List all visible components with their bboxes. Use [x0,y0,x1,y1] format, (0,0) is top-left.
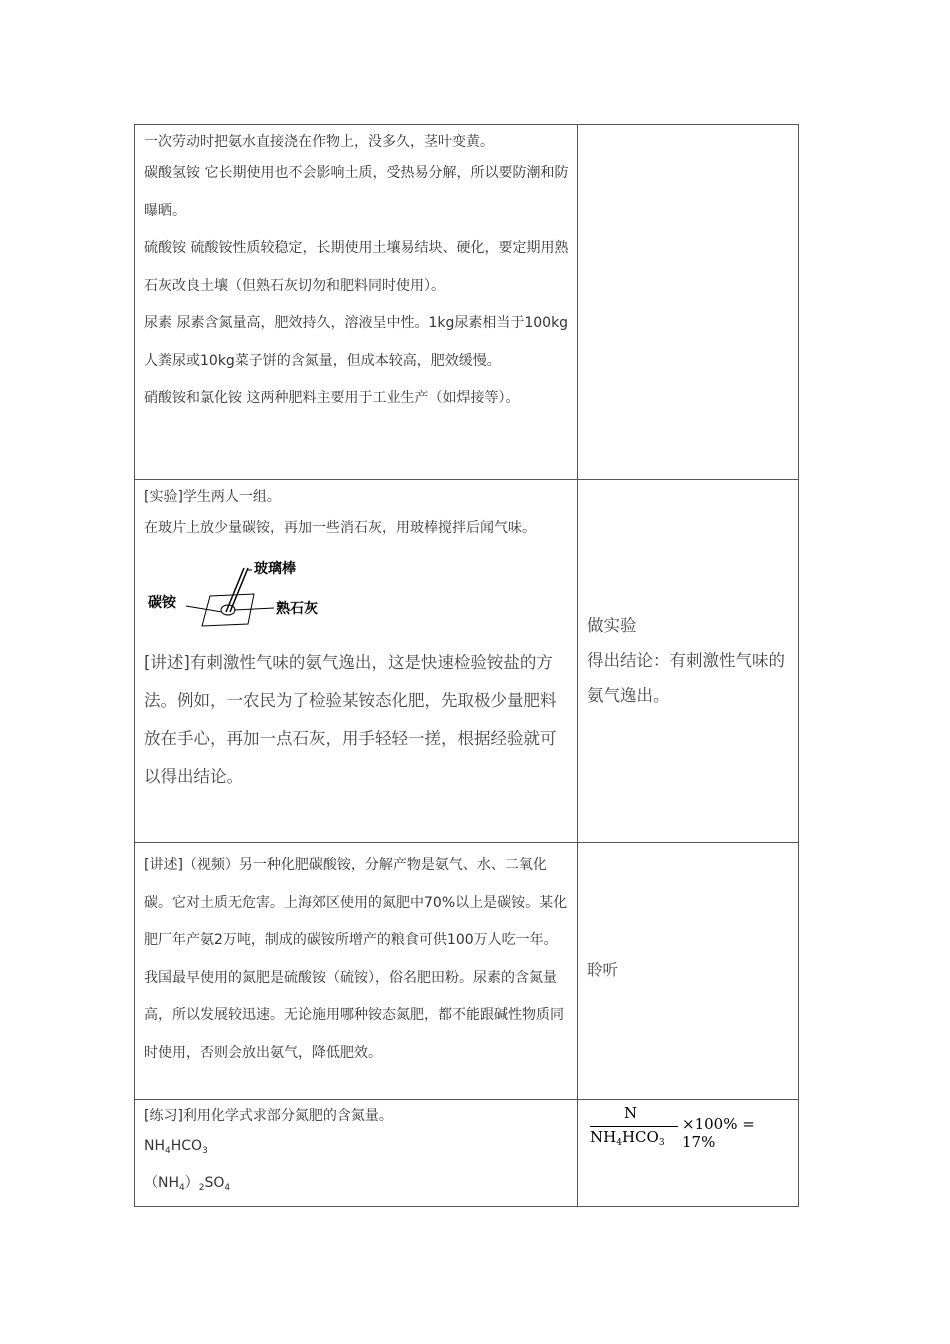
formula-part: （NH [144,1174,179,1191]
paragraph: 碳酸氢铵 它长期使用也不会影响土质，受热易分解，所以要防潮和防曝晒。 [144,165,569,219]
formula-nh4hco3 [144,1128,569,1168]
listen-text: 聆听 [587,960,619,979]
student-activity-cell [578,1100,799,1207]
paragraph: 硝酸铵和氯化铵 这两种肥料主要用于工业生产（如焊接等）。 [144,390,520,406]
teacher-activity-cell [135,480,578,843]
student-activity-cell [578,843,799,1100]
table-row [135,1100,799,1207]
paragraph: 硫酸铵 硫酸铵性质较稳定，长期使用土壤易结块、硬化，要定期用熟石灰改良土壤（但熟石灰切勿和肥料同时使用）。 [144,240,569,294]
subscript: 4 [616,1138,622,1148]
subscript: 3 [202,1146,208,1156]
student-activity-cell [578,480,799,843]
formula-part: ） [184,1174,199,1191]
subscript: 4 [224,1182,231,1193]
subscript: 3 [658,1138,665,1148]
teacher-activity-cell [135,125,578,480]
subscript: 4 [179,1182,185,1193]
lecture-paragraph: [讲述]有刺激性气味的氨气逸出，这是快速检验铵盐的方法。例如，一农民为了检验某铵态化肥，先取极少量肥料放在手心，再加一点石灰，用手轻轻一搓，根据经验就可以得出结论。 [144,652,557,786]
paragraph: 在玻片上放少量碳铵，再加一些消石灰，用玻棒搅拌后闻气味。 [144,520,536,536]
paragraph: [实验]学生两人一组。 [144,489,281,505]
nitrogen-percentage-formula [578,1104,790,1164]
subscript: 2 [198,1182,205,1193]
table-row [135,480,799,843]
exercise-intro: [练习]利用化学式求部分氮肥的含氮量。 [144,1108,393,1124]
formula-part: NH [590,1128,617,1146]
ammonium-label: 碳铵 [148,594,176,611]
formula-nh42so4 [144,1168,569,1200]
formula-part: HCO [621,1128,659,1146]
lime-label: 熟石灰 [276,600,318,617]
paragraph: 我国最早使用的氮肥是硫酸铵（硫铵），俗名肥田粉。尿素的含氮量高，所以发展较迅速。无论施用哪种铵态氮肥，都不能跟碱性物质同时使用，否则会放出氨气，降低肥效。 [144,969,564,1061]
conclusion-text: 得出结论：有刺激性气味的氨气逸出。 [587,650,785,705]
formula-denominator [590,1128,665,1146]
experiment-diagram [144,554,569,634]
lesson-table [134,124,799,1207]
teacher-activity-cell [135,843,578,1100]
formula-numerator: N [624,1104,638,1122]
table-row [135,125,799,480]
formula-part: SO [204,1174,225,1191]
formula-part: NH [144,1138,165,1154]
glass-rod-label: 玻璃棒 [254,560,296,577]
formula-part: HCO [170,1138,203,1154]
teacher-activity-cell [135,1100,578,1207]
student-activity-cell [578,125,799,480]
fraction-bar [590,1126,678,1127]
formula-result: ×100% = 17% [682,1115,755,1151]
paragraph: 一次劳动时把氨水直接浇在作物上，没多久，茎叶变黄。 [144,134,494,150]
subscript: 4 [165,1146,171,1156]
do-experiment-text: 做实验 [587,615,637,635]
paragraph: 尿素 尿素含氮量高，肥效持久，溶液呈中性。1kg尿素相当于100kg人粪尿或10kg菜子饼的含氮量，但成本较高，肥效缓慢。 [144,315,569,369]
table-row [135,843,799,1100]
paragraph: [讲述]（视频）另一种化肥碳酸铵，分解产物是氨气、水、二氧化碳。它对土质无危害。上海郊区使用的氮肥中70%以上是碳铵。某化肥厂年产氨2万吨，制成的碳铵所增产的粮食可供100万人吃一年。 [144,857,568,948]
